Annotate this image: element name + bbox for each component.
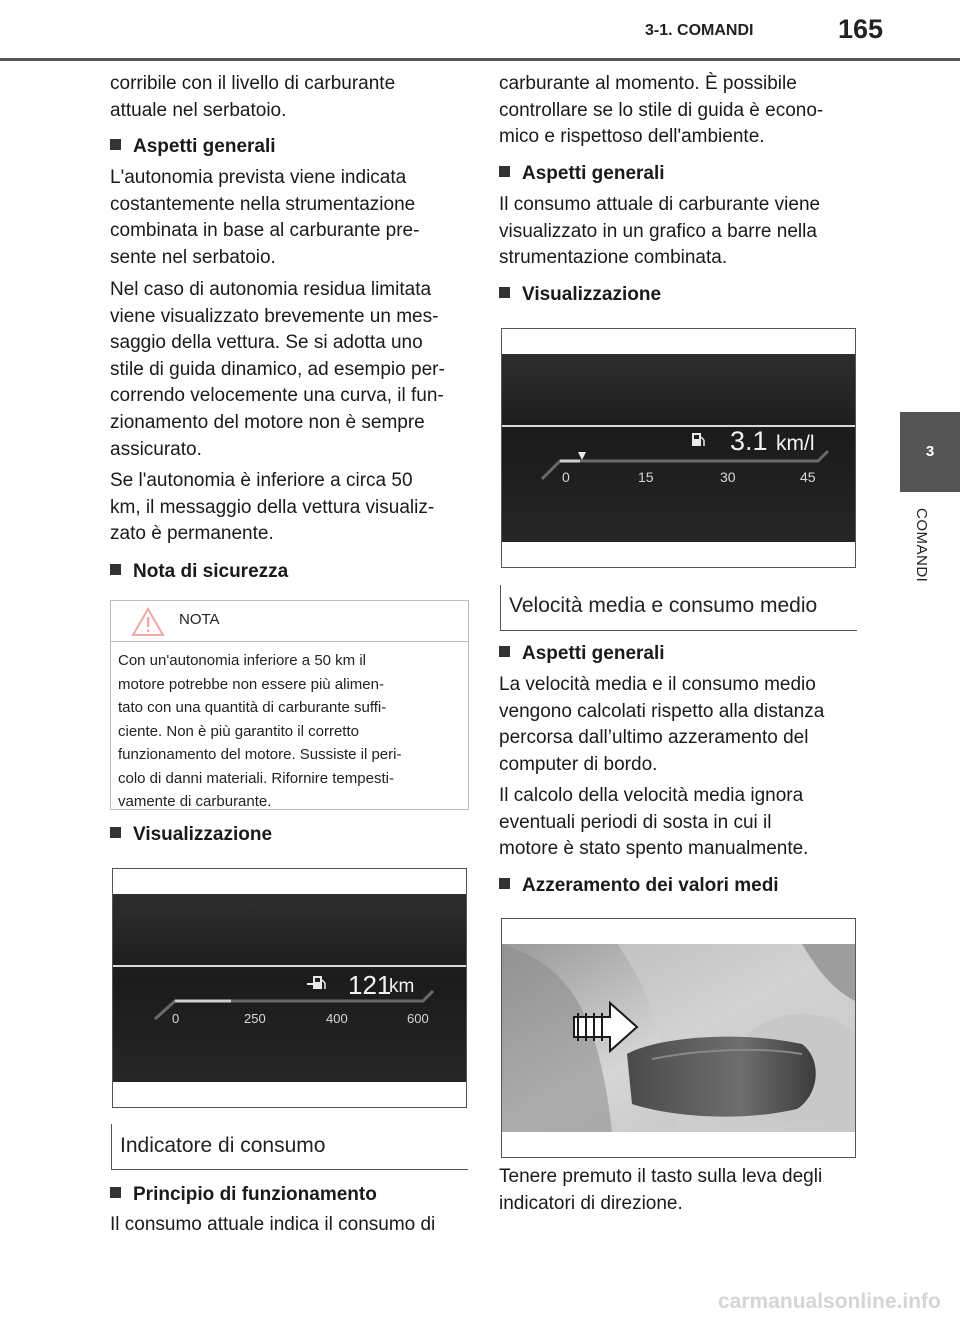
- subheading: Principio di funzionamento: [110, 1184, 377, 1206]
- running-header-section: 3-1. COMANDI: [645, 22, 754, 39]
- note-title: NOTA: [179, 611, 220, 628]
- warning-triangle-icon: [131, 607, 165, 637]
- paragraph: carburante al momento. È possibile controllare se lo stile di guida è econo- mico e rispettoso dell'ambiente.: [499, 73, 824, 148]
- paragraph: L'autonomia prevista viene indicata costantemente nella strumentazione combinata in base al carburante pre- sente nel serbatoio.: [110, 167, 420, 268]
- tick-label: 0: [172, 1011, 180, 1026]
- cluster-screen: [113, 894, 466, 1082]
- range-display-figure: [112, 868, 467, 1108]
- paragraph: La velocità media e il consumo medio vengono calcolati rispetto alla distanza percorsa dall’ultimo azzeramento del computer di bordo.: [499, 674, 825, 775]
- safety-note-box: [110, 600, 469, 810]
- page-number: 165: [838, 14, 884, 44]
- tick-label: 600: [407, 1011, 429, 1026]
- paragraph: Se l'autonomia è inferiore a circa 50 km, il messaggio della vettura visualiz- zato è permanente.: [110, 470, 435, 545]
- paragraph: Nel caso di autonomia residua limitata viene visualizzato brevemente un mes- saggio della vettura. Se si adotta uno stile di guida dinamico, ad esempio per- correndo velocemente una curva, il fun- zionamento del motore non è sempre assicurato.: [110, 279, 445, 460]
- subheading: Azzeramento dei valori medi: [499, 875, 779, 897]
- note-header: [111, 601, 468, 642]
- header-divider: [0, 58, 960, 61]
- tick-label: 45: [800, 469, 816, 485]
- consumption-value: 3.1: [730, 426, 768, 456]
- paragraph: Tenere premuto il tasto sulla leva degli indicatori di direzione.: [499, 1166, 823, 1214]
- tick-label: 400: [326, 1011, 348, 1026]
- subheading: Aspetti generali: [499, 163, 665, 185]
- bullet-square-icon: [499, 878, 510, 889]
- bullet-square-icon: [110, 1187, 121, 1198]
- paragraph: Il calcolo della velocità media ignora eventuali periodi di sosta in cui il motore è stato spento manualmente.: [499, 785, 809, 860]
- chapter-tab: 3: [900, 412, 960, 492]
- chapter-label: COMANDI: [913, 508, 930, 583]
- bullet-square-icon: [110, 827, 121, 838]
- subheading: Visualizzazione: [110, 824, 272, 846]
- paragraph: corribile con il livello di carburante attuale nel serbatoio.: [110, 73, 396, 121]
- note-text: Con un'autonomia inferiore a 50 km il motore potrebbe non essere più alimen- tato con una quantità di carburante suffi- ciente. Non è più garantito il corretto funzionamento del motore. Sussiste il peri- colo di danni materiali. Rifornire tempesti- vamente di carburante.: [118, 652, 402, 810]
- bullet-square-icon: [110, 564, 121, 575]
- tick-label: 250: [244, 1011, 266, 1026]
- subheading: Nota di sicurezza: [110, 561, 288, 583]
- section-title: Indicatore di consumo: [120, 1134, 326, 1157]
- turn-signal-lever-figure: [501, 918, 856, 1158]
- tick-label: 0: [562, 469, 570, 485]
- cluster-screen: [502, 354, 855, 542]
- subheading: Aspetti generali: [110, 136, 276, 158]
- watermark: carmanualsonline.info: [718, 1290, 941, 1313]
- bullet-square-icon: [499, 287, 510, 298]
- consumption-unit: km/l: [776, 432, 815, 455]
- paragraph: Il consumo attuale indica il consumo di: [110, 1214, 436, 1235]
- bullet-square-icon: [499, 166, 510, 177]
- consumption-display-figure: [501, 328, 856, 568]
- subheading: Visualizzazione: [499, 284, 661, 306]
- paragraph: Il consumo attuale di carburante viene visualizzato in un grafico a barre nella strumentazione combinata.: [499, 194, 821, 269]
- tick-label: 30: [720, 469, 736, 485]
- bullet-square-icon: [499, 646, 510, 657]
- subheading: Aspetti generali: [499, 643, 665, 665]
- section-title: Velocità media e consumo medio: [509, 594, 818, 617]
- bullet-square-icon: [110, 139, 121, 150]
- range-value: 121: [348, 970, 392, 1000]
- range-unit: km: [389, 976, 415, 997]
- tick-label: 15: [638, 469, 654, 485]
- lever-illustration: [502, 919, 855, 1157]
